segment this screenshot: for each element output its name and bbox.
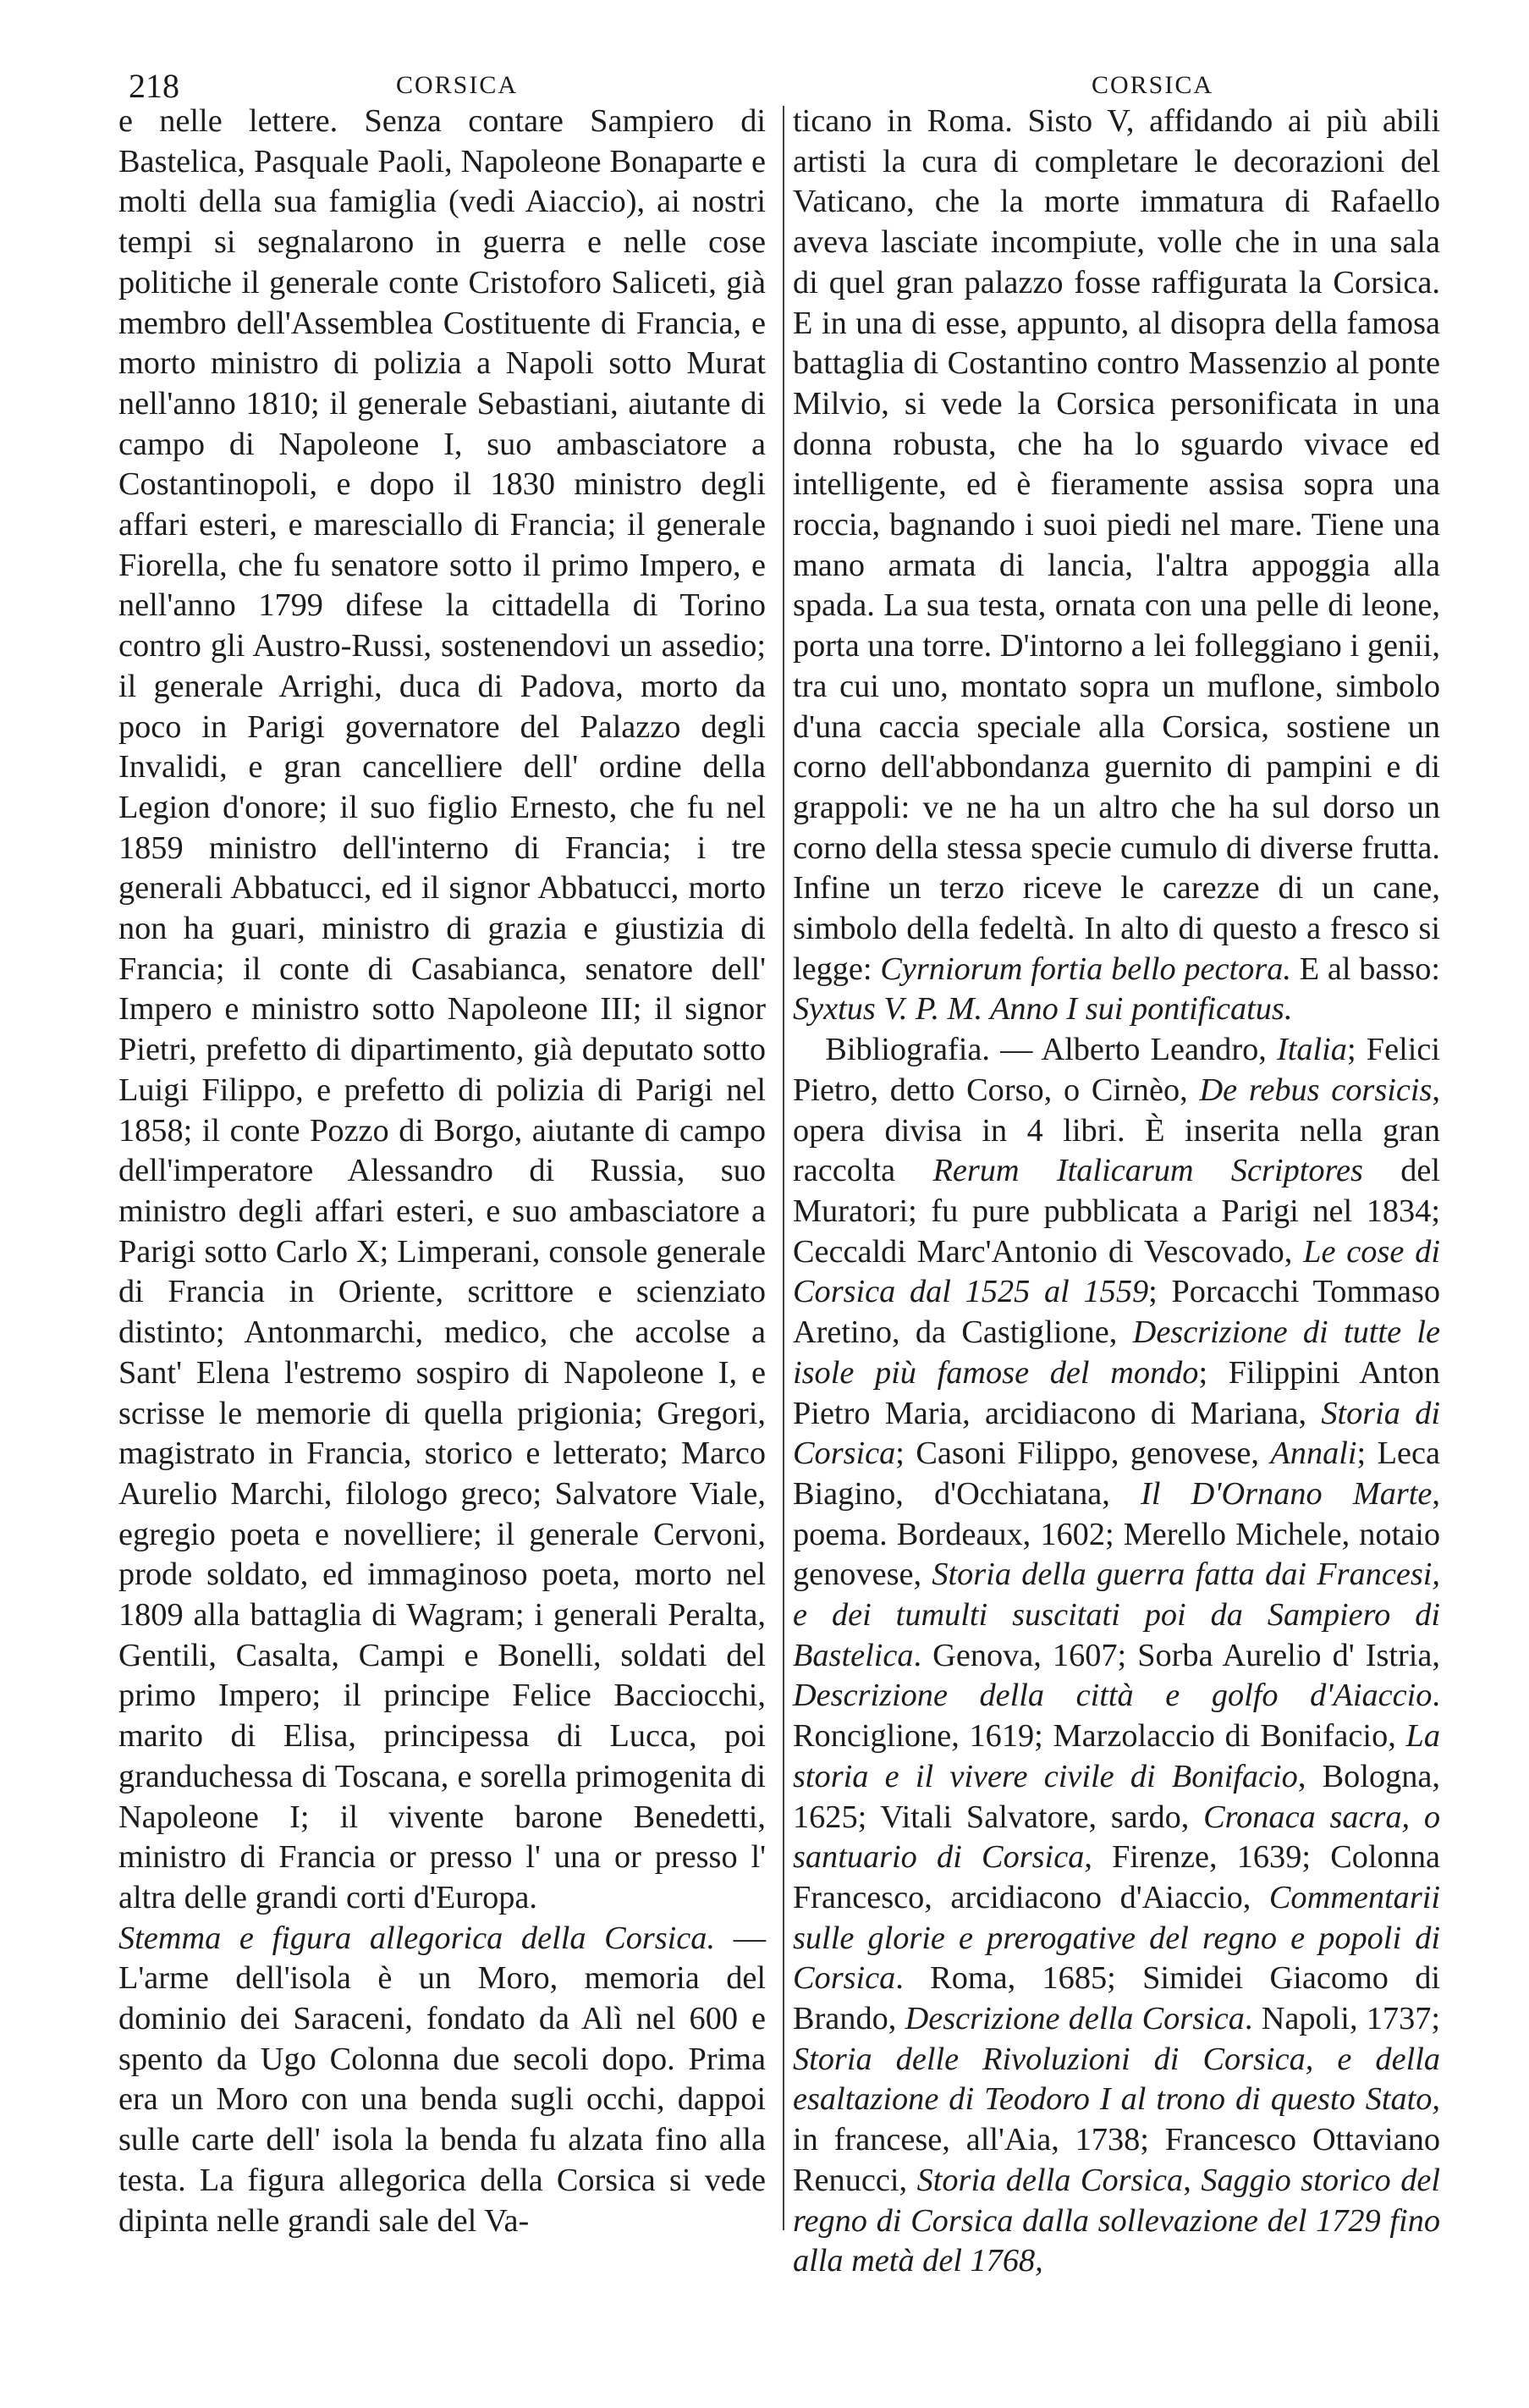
biblio-text: ; Filippini Anton Pietro Maria, arcidiacono di Mariana, <box>793 1354 1440 1431</box>
bibliography-paragraph <box>793 1030 1440 2282</box>
biblio-text: , opera divisa in 4 libri. È inserita nella gran raccolta <box>793 1072 1440 1189</box>
biblio-title: Italia <box>1276 1032 1347 1068</box>
biblio-title: Storia delle Rivoluzioni di Corsica, e della esaltazione di Teodoro I al trono di questo Stato, <box>793 2041 1440 2118</box>
biblio-text: — Alberto Leandro, <box>989 1032 1277 1068</box>
biblio-text: . Genova, 1607; Sorba Aurelio d' Istria, <box>913 1637 1440 1673</box>
biblio-text: . Napoli, 1737; <box>1244 2001 1441 2037</box>
biblio-text: . Ronciglione, 1619; Marzolaccio di Bonifacio, <box>793 1678 1440 1755</box>
biblio-title: La storia e il vivere civile di Bonifacio <box>793 1718 1440 1794</box>
coat-of-arms-text: — L'arme dell'isola è un Moro, memoria del dominio dei Saraceni, fondato da Alì nel 600 e spento da Ugo Colonna due secoli dopo. Prima era un Moro con una benda sugli occhi, dappoi sulle carte dell' isola la benda fu alzata fino alla testa. La figura allegorica della Corsica si vede dipinta nelle grandi sale del Va- <box>118 1920 766 2239</box>
biblio-title: Il D'Ornano Marte <box>1141 1475 1433 1512</box>
biblio-title: Descrizione di tutte le isole più famose del mondo <box>793 1314 1441 1391</box>
biblio-text: , <box>1183 2162 1202 2198</box>
vatican-fresco-text: ticano in Roma. Sisto V, affidando ai più abili artisti la cura di completare le decorazioni del Vaticano, che la morte immatura di Rafaello aveva lasciate incompiute, volle che in una sala di quel gran palazzo fosse raffigurata la Corsica. E in una di esse, appunto, al disopra della famosa battaglia di Costantino contro Massenzio al ponte Milvio, si vede la Corsica personificata in una donna robusta, che ha lo sguardo vivace ed intelligente, ed è fieramente assisa sopra una roccia, bagnando i suoi piedi nel mare. Tiene una mano armata di lancia, l'altra appoggia alla spada. La sua testa, ornata con una pelle di leone, porta una torre. D'intorno a lei folleggiano i genii, tra cui uno, montato sopra un muflone, simbolo d'una caccia speciale alla Corsica, sostiene un corno dell'abbondanza guernito di pampini e di grappoli: ve ne ha un altro che ha sul dorso un corno della stessa specie cumulo di diverse frutta. Infine un terzo riceve le carezze di un cane, simbolo della fedeltà. In alto di questo a fresco si legge: <box>793 103 1440 987</box>
biblio-title: Storia della Corsica <box>916 2162 1184 2198</box>
biblio-text: ; Casoni Filippo, genovese, <box>895 1435 1271 1472</box>
left-column <box>118 102 766 2241</box>
coat-of-arms-heading: Stemma e figura allegorica della Corsica. <box>118 1920 716 1956</box>
fresco-motto: Cyrniorum fortia bello pectora. <box>880 951 1291 987</box>
biblio-text: in francese, all'Aia, 1738; Francesco Ottaviano Renucci, <box>793 2122 1440 2198</box>
biblio-text: ; Leca Biagino, d'Occhiatana, <box>793 1435 1441 1512</box>
running-head-left: CORSICA <box>396 71 519 99</box>
biblio-title: Commentarii sulle glorie e prerogative del regno e popoli di Corsica <box>793 1879 1440 1997</box>
biblio-text: ; Porcacchi Tommaso Aretino, da Castiglione, <box>793 1274 1441 1351</box>
biblio-text: . Roma, 1685; Simidei Giacomo di Brando, <box>793 1960 1440 2037</box>
biblio-title: De rebus corsicis <box>1199 1072 1433 1108</box>
biblio-text: ; Felici Pietro, detto Corso, o Cirnèo, <box>793 1032 1440 1108</box>
biblio-title: Storia della guerra fatta dai Francesi, e dei tumulti suscitati poi da Sampiero di Bastelica <box>793 1557 1440 1673</box>
biblio-text: , Bologna, 1625; Vitali Salvatore, sardo, <box>793 1758 1440 1835</box>
vatican-fresco-paragraph <box>793 102 1440 1030</box>
biblio-title: Annali <box>1270 1435 1357 1472</box>
running-head-right: CORSICA <box>1092 71 1214 99</box>
biblio-title: Saggio storico del regno di Corsica dalla sollevazione del 1729 fino alla metà del 1768, <box>793 2162 1441 2279</box>
page-number: 218 <box>129 67 179 105</box>
fresco-inscription: Syxtus V. P. M. Anno I sui pontificatus. <box>793 991 1293 1028</box>
column-divider <box>783 106 784 2230</box>
biblio-text: del Muratori; fu pure pubblicata a Parigi nel 1834; Ceccaldi Marc'Antonio di Vescovado, <box>793 1153 1440 1270</box>
biblio-title: Descrizione della città e golfo d'Aiaccio <box>793 1678 1433 1714</box>
coat-of-arms-paragraph <box>118 1919 766 2242</box>
biblio-title: Rerum Italicarum Scriptores <box>932 1153 1363 1189</box>
right-column <box>793 102 1440 2282</box>
biblio-title: Descrizione della Corsica <box>905 2001 1245 2037</box>
biblio-title: Le cose di Corsica dal 1525 al 1559 <box>793 1233 1440 1310</box>
fresco-motto-connector: E al basso: <box>1290 951 1441 987</box>
biblio-text: , Firenze, 1639; Colonna Francesco, arcidiacono d'Aiaccio, <box>793 1839 1440 1915</box>
biblio-title: Storia di Corsica <box>793 1395 1440 1472</box>
biblio-text: , poema. Bordeaux, 1602; Merello Michele, notaio genovese, <box>793 1475 1440 1593</box>
notable-corsicans-paragraph: e nelle lettere. Senza contare Sampiero di Bastelica, Pasquale Paoli, Napoleone Bonaparte e molti della sua famiglia (vedi Aiaccio), ai nostri tempi si segnalarono in guerra e nelle cose politiche il generale conte Cristoforo Saliceti, già membro dell'Assemblea Costituente di Francia, e morto ministro di polizia a Napoli sotto Murat nell'anno 1810; il generale Sebastiani, aiutante di campo di Napoleone I, suo ambasciatore a Costantinopoli, e dopo il 1830 ministro degli affari esteri, e maresciallo di Francia; il generale Fiorella, che fu senatore sotto il primo Impero, e nell'anno 1799 difese la cittadella di Torino contro gli Austro-Russi, sostenendovi un assedio; il generale Arrighi, duca di Padova, morto da poco in Parigi governatore del Palazzo degli Invalidi, e gran cancelliere dell' ordine della Legion d'onore; il suo figlio Ernesto, che fu nel 1859 ministro dell'interno di Francia; i tre generali Abbatucci, ed il signor Abbatucci, morto non ha guari, ministro di grazia e giustizia di Francia; il conte di Casabianca, senatore dell' Impero e ministro sotto Napoleone III; il signor Pietri, prefetto di dipartimento, già deputato sotto Luigi Filippo, e prefetto di polizia di Parigi nel 1858; il conte Pozzo di Borgo, aiutante di campo dell'imperatore Alessandro di Russia, suo ministro degli affari esteri, e suo ambasciatore a Parigi sotto Carlo X; Limperani, console generale di Francia in Oriente, scrittore e scienziato distinto; Antonmarchi, medico, che accolse a Sant' Elena l'estremo sospiro di Napoleone I, e scrisse le memorie di quella prigionia; Gregori, magistrato in Francia, storico e letterato; Marco Aurelio Marchi, filologo greco; Salvatore Viale, egregio poeta e novelliere; il generale Cervoni, prode soldato, ed immaginoso poeta, morto nel 1809 alla battaglia di Wagram; i generali Peralta, Gentili, Casalta, Campi e Bonelli, soldati del primo Impero; il principe Felice Bacciocchi, marito di Elisa, principessa di Lucca, poi granduchessa di Toscana, e sorella primogenita di Napoleone I; il vivente barone Benedetti, ministro di Francia or presso l' una or presso l' altra delle grandi corti d'Europa. <box>118 103 766 1915</box>
biblio-title: Cronaca sacra, o santuario di Corsica <box>793 1799 1440 1876</box>
bibliography-label: Bibliografia. <box>825 1032 990 1068</box>
